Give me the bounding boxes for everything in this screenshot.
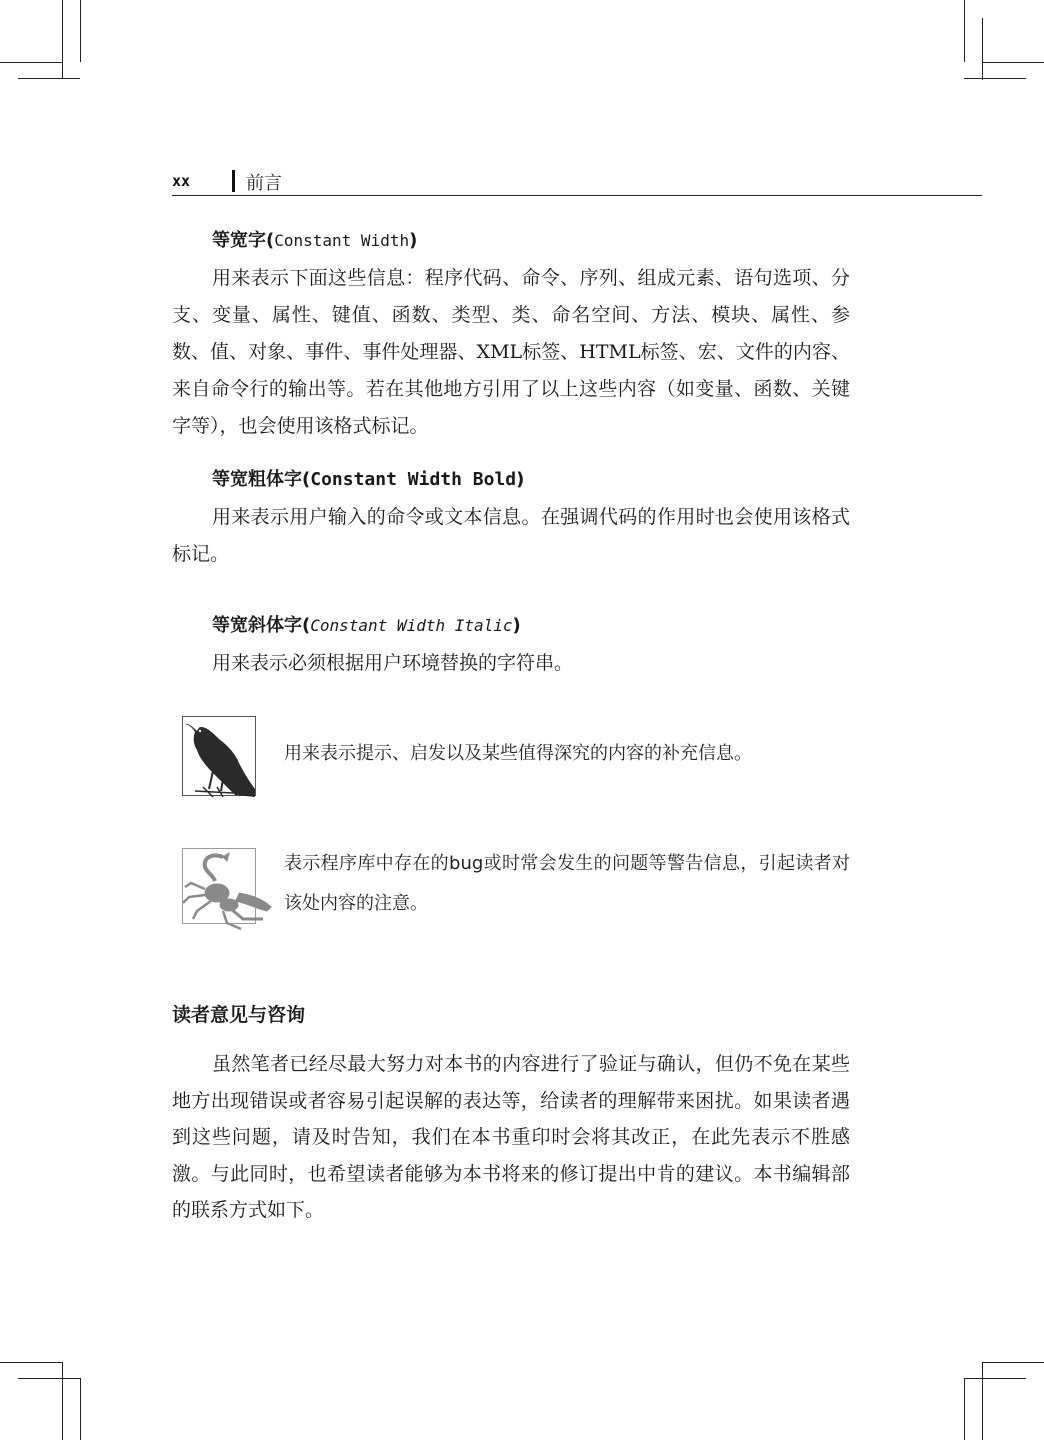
section-name: 前言: [246, 173, 282, 194]
term-en: Constant Width Italic: [310, 616, 513, 635]
crop-mark: [18, 1378, 80, 1379]
convention-constant-width-bold: [172, 465, 850, 573]
bird-icon: [182, 716, 256, 796]
warning-text: 表示程序库中存在的bug或时常会发生的问题等警告信息，引起读者对该处内容的注意。: [284, 853, 850, 914]
tip-note: [172, 716, 850, 806]
crop-mark: [18, 78, 80, 79]
term-cn: 等宽字: [212, 230, 266, 251]
crop-mark: [964, 1378, 1026, 1379]
term-cn: 等宽斜体字: [212, 615, 302, 636]
term-cn: 等宽粗体字: [212, 469, 302, 490]
header-rule: [172, 195, 982, 196]
term-heading: 等宽粗体字(Constant Width Bold): [212, 469, 525, 490]
term-heading: 等宽字(Constant Width): [212, 230, 418, 251]
term-en: Constant Width: [274, 231, 410, 250]
crop-mark: [982, 1362, 1044, 1363]
crop-mark: [982, 1362, 983, 1440]
crop-mark: [0, 1362, 62, 1363]
scorpion-icon: [182, 848, 256, 924]
convention-constant-width: [172, 226, 850, 445]
term-description: 用来表示必须根据用户环境替换的字符串。: [212, 652, 574, 674]
convention-constant-width-italic: [172, 611, 850, 682]
term-description: 用来表示用户输入的命令或文本信息。在强调代码的作用时也会使用该格式标记。: [172, 506, 850, 565]
crop-mark: [964, 78, 1026, 79]
crop-mark: [80, 1378, 81, 1440]
page-content: [172, 226, 850, 1229]
page-number: xx: [172, 172, 191, 190]
term-en: Constant Width Bold: [310, 469, 517, 490]
term-heading: 等宽斜体字(Constant Width Italic): [212, 615, 521, 636]
tip-text: 用来表示提示、启发以及某些值得深究的内容的补充信息。: [284, 743, 752, 764]
header-divider: [232, 170, 235, 192]
crop-mark: [982, 18, 983, 80]
crop-mark: [0, 62, 62, 63]
term-description: 用来表示下面这些信息：程序代码、命令、序列、组成元素、语句选项、分支、变量、属性、键值、函数、类型、类、命名空间、方法、模块、属性、参数、值、对象、事件、事件处理器、XML标签、HTML标签、宏、文件的内容、来自命令行的输出等。若在其他地方引用了以上这些内容（如变量、函数、关键字等），也会使用该格式标记。: [172, 267, 850, 437]
feedback-paragraph: 虽然笔者已经尽最大努力对本书的内容进行了验证与确认，但仍不免在某些地方出现错误或者容易引起误解的表达等，给读者的理解带来困扰。如果读者遇到这些问题，请及时告知，我们在本书重印时会将其改正，在此先表示不胜感激。与此同时，也希望读者能够为本书将来的修订提出中肯的建议。本书编辑部的联系方式如下。: [172, 1053, 850, 1221]
crop-mark: [80, 0, 81, 62]
section-heading: 读者意见与咨询: [172, 1004, 306, 1026]
crop-mark: [964, 1378, 965, 1440]
crop-mark: [62, 0, 63, 78]
crop-mark: [62, 1362, 63, 1440]
crop-mark: [982, 62, 1044, 63]
warning-note: [172, 846, 850, 956]
running-head: [172, 168, 962, 196]
crop-mark: [964, 0, 965, 62]
